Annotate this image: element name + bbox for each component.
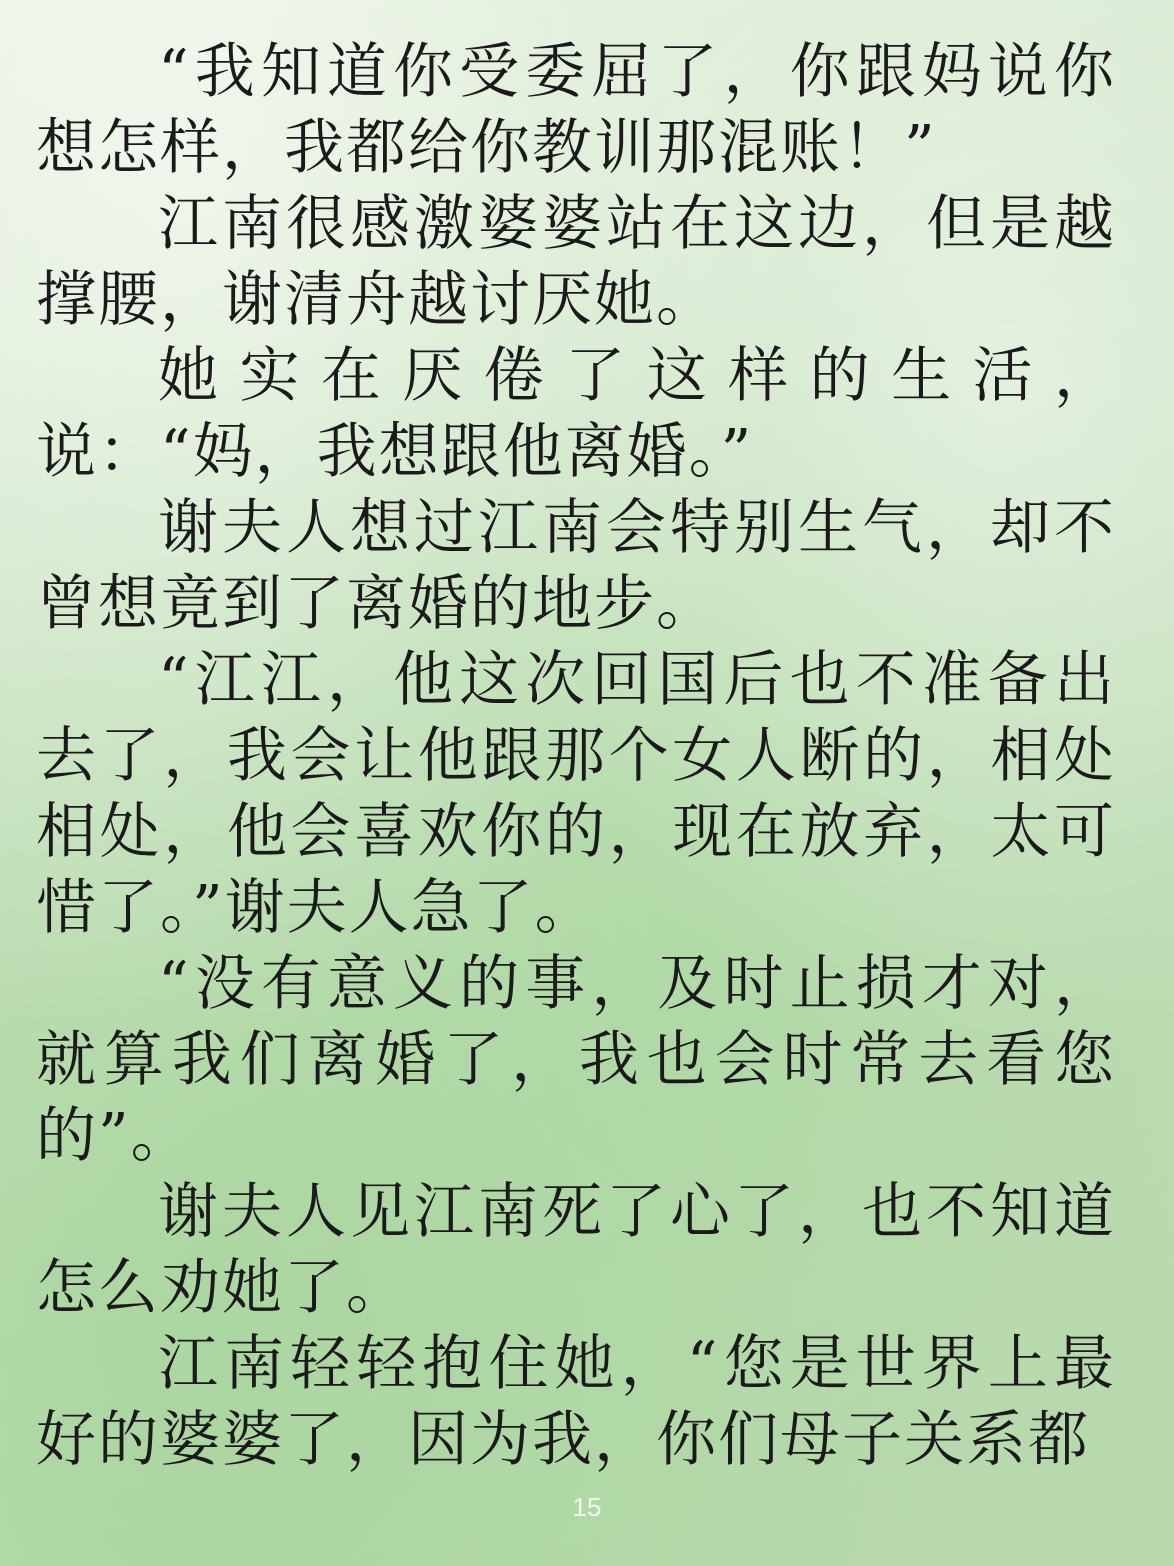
page-number: 15 [572,1492,602,1522]
paragraph: 谢夫人想过江南会特别生气，却不曾想竟到了离婚的地步。 [36,493,1116,639]
paragraph: 谢夫人见江南死了心了，也不知道怎么劝她了。 [36,1177,1116,1323]
paragraph: 江南轻轻抱住她，“您是世界上最好的婆婆了，因为我，你们母子关系都 [36,1329,1116,1475]
paragraph: 江南很感激婆婆站在这边，但是越撑腰，谢清舟越讨厌她。 [36,189,1116,335]
paragraph: 她实在厌倦了这样的生活，说：“妈，我想跟他离婚。” [36,341,1116,487]
paragraph: “没有意义的事，及时止损才对，就算我们离婚了，我也会时常去看您的”。 [36,949,1116,1171]
page-text [36,34,1116,1478]
paragraph: “我知道你受委屈了，你跟妈说你想怎样，我都给你教训那混账！” [36,37,1116,183]
paragraph: “江江，他这次回国后也不准备出去了，我会让他跟那个女人断的，相处相处，他会喜欢你的，现在放弃，太可惜了。”谢夫人急了。 [36,645,1116,943]
